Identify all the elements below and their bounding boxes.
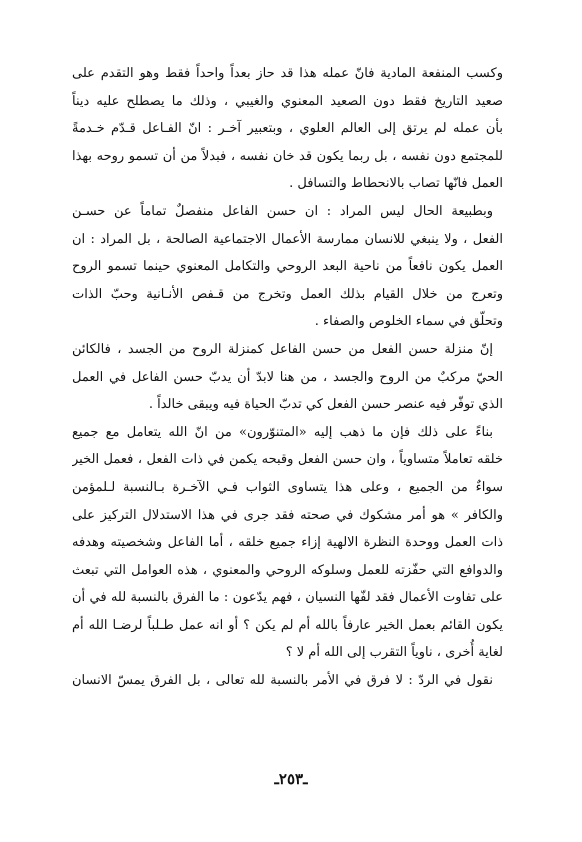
text-line: وبطبيعة الحال ليس المراد : ان حسن الفاعل منفصلٌ تماماً عن حسـن: [72, 203, 493, 219]
text-line: الحيّ مركبٌ من الروح والجسد ، من هنا لابدّ أن يدبّ حسن الفاعل في العمل: [72, 369, 503, 385]
paragraph-2: [72, 198, 503, 336]
text-line: العمل يكون نافعاً من ناحية البعد الروحي والتكامل المعنوي حينما تسمو الروح: [72, 259, 503, 275]
paragraph-1: [72, 60, 503, 198]
text-line: سواءٌ من الجميع ، وعلى هذا يتساوى الثواب فـي الآخـرة بـالنسبة لـلمؤمن: [72, 479, 503, 495]
text-line: بناءً على ذلك فإن ما ذهب إليه «المتنوّرون» من انّ الله يتعامل مع جميع: [72, 424, 493, 440]
text-line: وتعرج من خلال القيام بذلك العمل وتخرج من قـفص الأنـانية وحبّ الذات: [72, 286, 503, 302]
text-line: صعيد التاريخ فقط دون الصعيد المعنوي والغيبي ، وذلك ما يصطلح عليه ديناً: [72, 93, 503, 109]
text-line: يكون القائم بعمل الخير عارفاً بالله أم لم يكن ؟ أو انه عمل طـلباً لرضـا الله أم: [72, 617, 503, 633]
text-line: لغاية أُخرى ، ناوياً التقرب إلى الله أم لا ؟: [285, 645, 503, 661]
text-line: ذات العمل ووحدة النظرة الالهية إزاء جميع خلقه ، أما الفاعل وشخصيته وهدفه: [72, 535, 503, 551]
text-line: وكسب المنفعة المادية فانّ عمله هذا قد حاز بعداً واحداً فقط وهو التقدم على: [72, 66, 503, 81]
text-line: وتحلّق في سماء الخلوص والصفاء .: [314, 314, 503, 330]
text-line: بأن عمله لم يرتق إلى العالم العلوي ، وبتعبير آخـر : انّ الفـاعل قـدّم خـدمةً: [72, 121, 503, 137]
text-line: خلقه تعاملاً متساوياً ، وان حسن الفعل وقبحه يكمن في ذات الفعل ، فعمل الخير: [72, 452, 503, 468]
text-line: العمل فانّها تصاب بالانحطاط والتسافل .: [289, 176, 503, 192]
text-line: الفعل ، ولا ينبغي للانسان ممارسة الأعمال الاجتماعية الصالحة ، بل المراد : ان: [72, 231, 503, 247]
text-line: للمجتمع دون نفسه ، بل ربما يكون قد خان نفسه ، فبدلاً من أن تسمو روحه بهذا: [72, 148, 503, 164]
page-body-text: [72, 60, 503, 695]
paragraph-5: [72, 667, 503, 695]
paragraph-4: [72, 419, 503, 667]
text-line: والكافر » هو أمر مشكوك في صحته فقد جرى في هذا الاستدلال التركيز على: [72, 507, 503, 523]
paragraph-3: [72, 336, 503, 419]
text-line: والدوافع التي حفّزته للعمل وسلوكه الروحي والمعنوي ، هذه العوامل التي تبعث: [72, 562, 503, 578]
text-line: إنّ منزلة حسن الفعل من حسن الفاعل كمنزلة الروح من الجسد ، فالكائن: [72, 341, 493, 357]
text-line: على تفاوت الأعمال فقد لفّها النسيان ، فهم يدّعون : ما الفرق بالنسبة لله في أن: [72, 590, 503, 606]
text-line: الذي توفّر فيه عنصر حسن الفعل كي تدبّ الحياة فيه ويبقى خالداً .: [148, 397, 503, 413]
text-line: نقول في الردّ : لا فرق في الأمر بالنسبة لله تعالى ، بل الفرق يمسّ الانسان: [72, 673, 493, 689]
page-number: ـ٢٥٣ـ: [274, 770, 308, 788]
